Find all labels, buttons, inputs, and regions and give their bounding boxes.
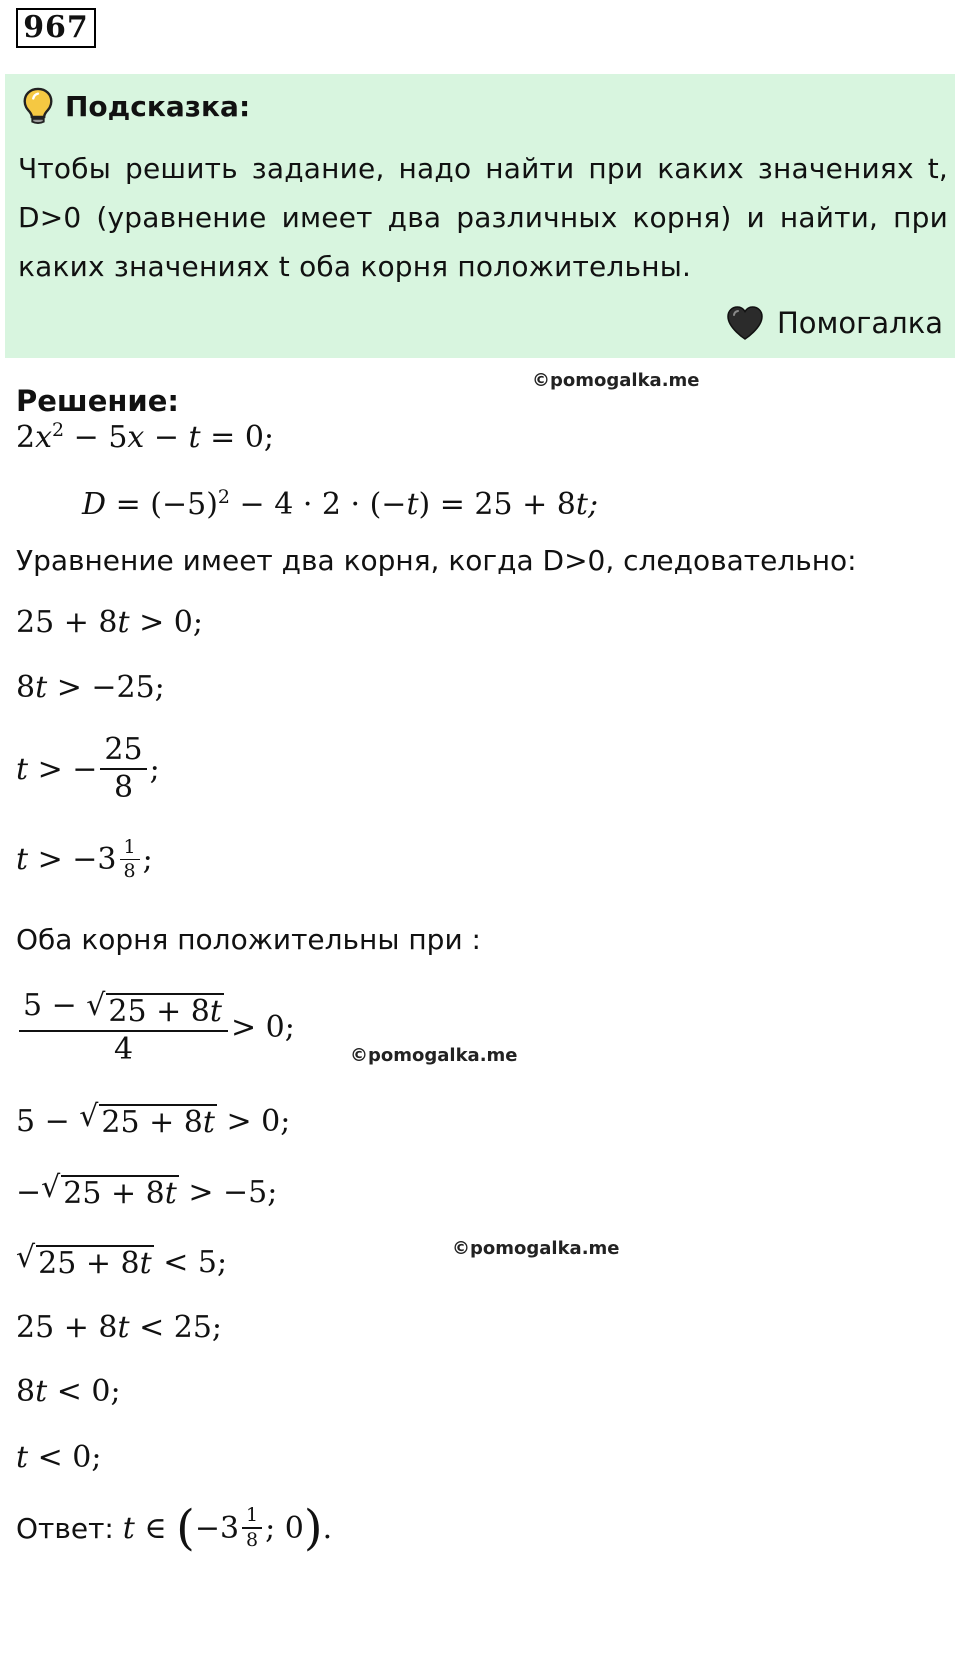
watermark: ©pomogalka.me	[350, 1045, 518, 1066]
inequality-1	[16, 605, 203, 640]
math-text: < 5;	[153, 1244, 228, 1280]
math-text: $2x^2 - 5x - t = 0$;	[16, 419, 275, 455]
fraction	[242, 1504, 262, 1551]
equation-main	[16, 420, 274, 455]
math-text: 25 + 8t	[108, 994, 222, 1029]
math-text: 5 −	[16, 1103, 80, 1139]
math-text: 8	[246, 1528, 259, 1551]
math-text: 4	[113, 1031, 134, 1067]
math-text: ;	[142, 842, 153, 878]
fraction	[120, 836, 140, 883]
inequality-8	[16, 1240, 228, 1282]
math-text: 25 + 8t	[101, 1105, 215, 1140]
hint-title: Подсказка:	[65, 89, 251, 123]
inequality-6	[16, 1099, 291, 1141]
math-text: $D = (-5)^2 - 4 \cdot 2 \cdot (-t) = 25 + 8t$;	[82, 486, 599, 522]
math-text: 25 + 8t < 25;	[16, 1310, 223, 1345]
sqrt	[79, 1099, 217, 1141]
fraction	[19, 988, 228, 1068]
math-text: .	[322, 1510, 333, 1546]
brand-link[interactable]	[725, 304, 943, 342]
solution-text-roots: Уравнение имеет два корня, когда D>0, следовательно:	[16, 544, 857, 577]
hint-header	[21, 88, 250, 124]
brand-name: Помогалка	[777, 306, 943, 340]
math-text: 8	[123, 860, 136, 883]
inequality-9	[16, 1310, 222, 1345]
math-text: (	[176, 1500, 195, 1556]
math-text: t < 0;	[16, 1440, 102, 1475]
math-text: t ∈	[122, 1510, 177, 1546]
math-text: 1	[246, 1504, 259, 1527]
fraction	[100, 732, 146, 806]
math-text: t > −	[16, 751, 98, 787]
answer-label: Ответ:	[16, 1511, 123, 1545]
answer	[16, 1500, 333, 1556]
inequality-2	[16, 670, 165, 705]
inequality-3	[16, 732, 160, 806]
math-text: 25 + 8t	[38, 1246, 152, 1281]
solution-text-positive: Оба корня положительны при :	[16, 923, 481, 956]
math-text: ; 0	[265, 1510, 304, 1546]
math-text: 25 + 8t > 0;	[16, 605, 203, 640]
math-text: 5 − √ 25 + 8t	[23, 988, 222, 1029]
math-text: > 0;	[230, 1010, 295, 1046]
math-text: ;	[149, 751, 160, 787]
sqrt	[41, 1170, 179, 1212]
radical-sign: √	[16, 1240, 36, 1275]
sqrt	[16, 1240, 154, 1282]
math-text: > 0;	[216, 1103, 291, 1139]
math-text: 25 + 8t	[63, 1176, 177, 1211]
inequality-4	[16, 836, 153, 883]
inequality-5	[16, 988, 295, 1068]
math-text: 25	[104, 732, 143, 767]
discriminant	[82, 487, 598, 522]
watermark: ©pomogalka.me	[452, 1238, 620, 1259]
inequality-11	[16, 1440, 101, 1475]
math-text: 8t < 0;	[16, 1374, 121, 1409]
solution-title: Решение:	[16, 384, 180, 418]
radical-sign: √	[41, 1170, 61, 1205]
math-text: 8t > −25;	[16, 670, 165, 705]
math-text: −3	[194, 1510, 240, 1546]
radical-sign: √	[79, 1099, 99, 1134]
inequality-7	[16, 1170, 278, 1212]
math-text: > −5;	[178, 1174, 278, 1210]
inequality-10	[16, 1374, 121, 1409]
task-number: 967	[16, 8, 96, 48]
radical-sign: √	[86, 988, 106, 1023]
watermark: ©pomogalka.me	[532, 370, 700, 391]
hint-box	[5, 74, 955, 358]
math-text: )	[303, 1500, 323, 1556]
math-text: −	[16, 1174, 42, 1210]
math-text: 8	[113, 770, 134, 805]
lightbulb-icon	[21, 87, 55, 125]
hint-text: Чтобы решить задание, надо найти при каких значениях t, D>0 (уравнение имеет два различных корня) и найти, при каких значениях t оба корня положительны.	[18, 152, 948, 283]
heart-icon	[725, 304, 765, 342]
sqrt	[86, 988, 224, 1030]
math-text: 1	[123, 836, 136, 858]
math-text: t > −3	[16, 842, 117, 878]
